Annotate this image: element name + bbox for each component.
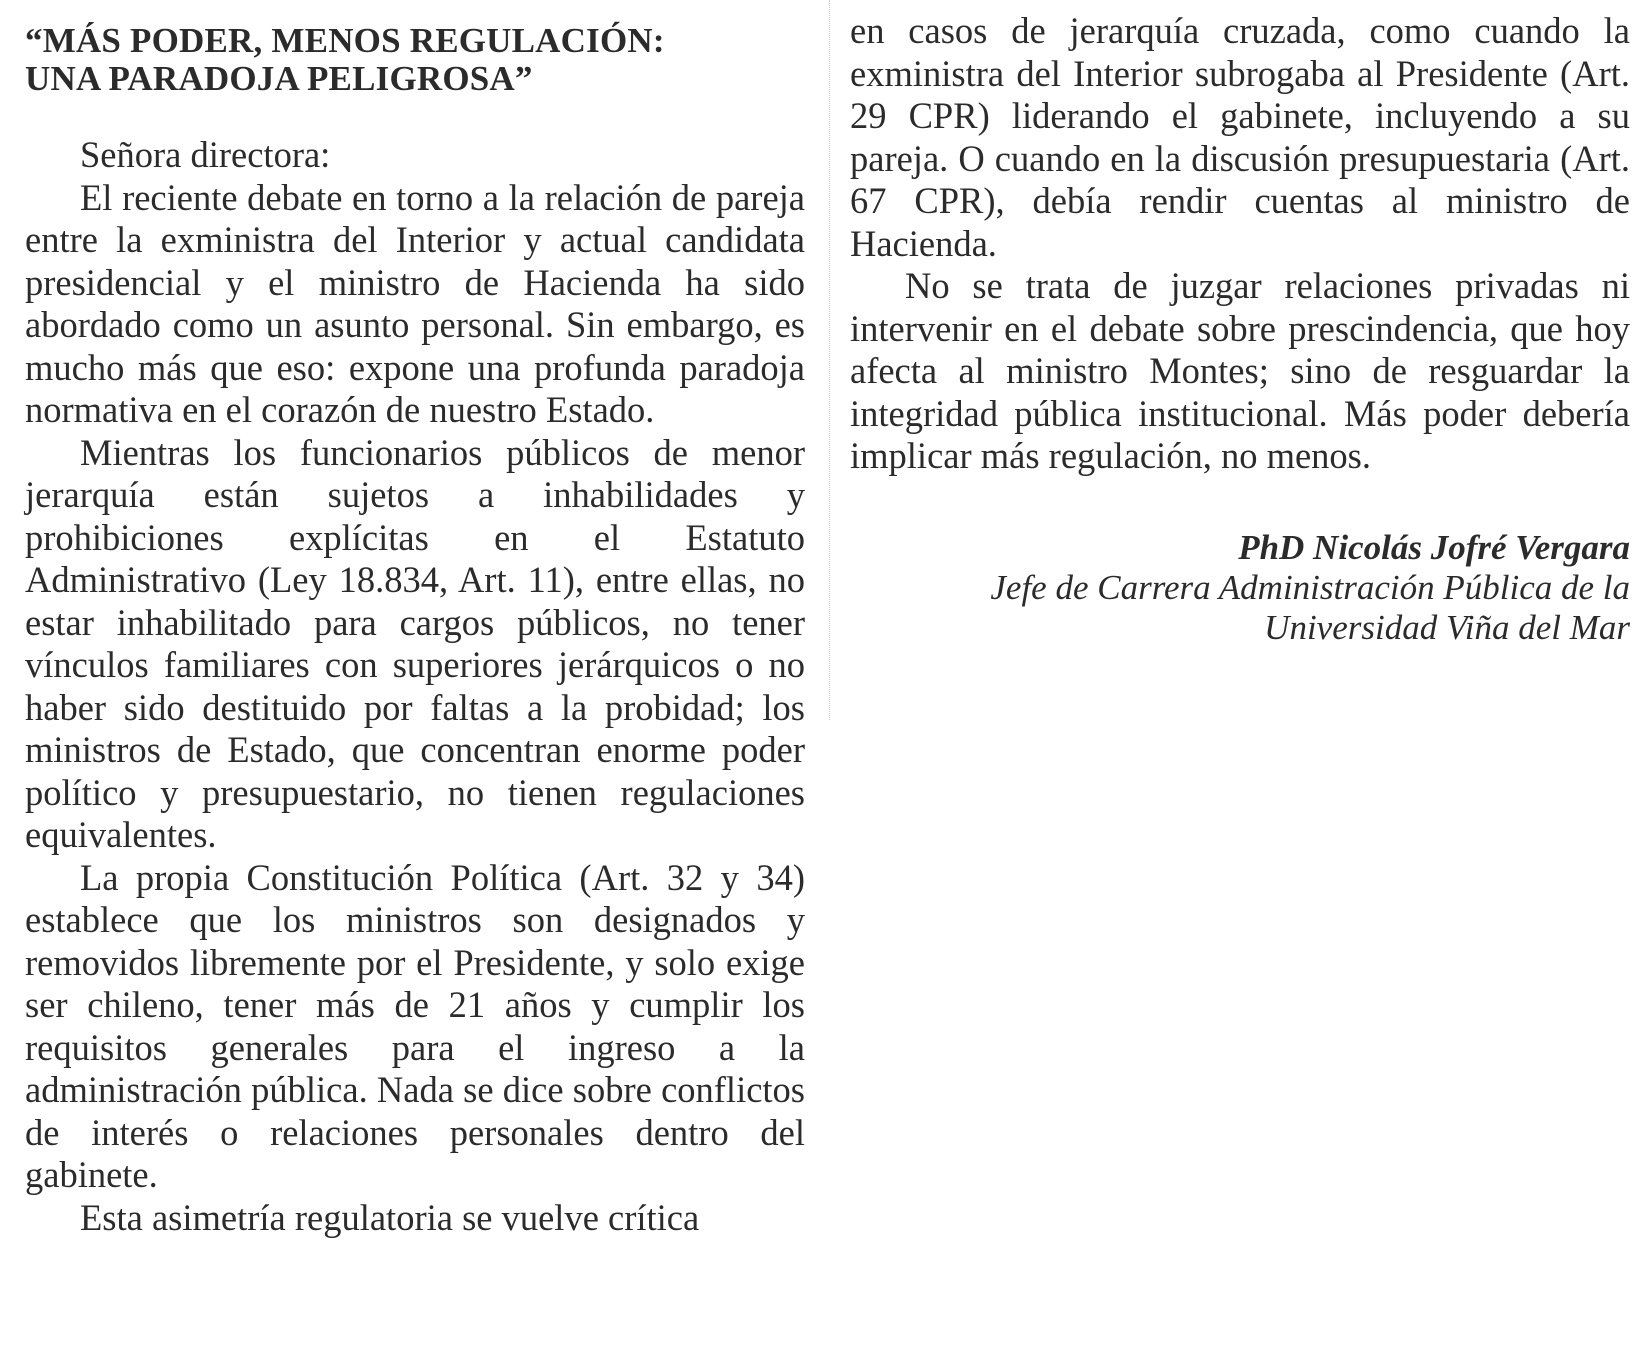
author-title-line-1: Jefe de Carrera Administración Pública de la: [990, 567, 1630, 607]
headline-line-2: UNA PARADOJA PELIGROSA”: [25, 59, 533, 98]
headline-line-1: “MÁS PODER, MENOS REGULACIÓN:: [25, 21, 665, 60]
paragraph-3: La propia Constitución Política (Art. 32 y 34) establece que los ministros son designados y removidos libremente por el Presidente, y solo exige ser chileno, tener más de 21 años y cumplir los requisitos generales para el ingreso a la administración pública. Nada se dice sobre conflictos de interés o relaciones personales dentro del gabinete.: [25, 856, 805, 1195]
paragraph-4-continued: en casos de jerarquía cruzada, como cuando la exministra del Interior subrogaba al Presidente (Art. 29 CPR) liderando el gabinete, incluyendo a su pareja. O cuando en la discusión presupuestaria (Art. 67 CPR), debía rendir cuentas al ministro de Hacienda.: [850, 10, 1630, 264]
signature-block: [850, 528, 1630, 648]
paragraph-2: Mientras los funcionarios públicos de menor jerarquía están sujetos a inhabilidades y prohibiciones explícitas en el Estatuto Administrativo (Ley 18.834, Art. 11), entre ellas, no estar inhabilitado para cargos públicos, no tener vínculos familiares con superiores jerárquicos o no haber sido destituido por faltas a la probidad; los ministros de Estado, que concentran enorme poder político y presupuestario, no tienen regulaciones equivalentes.: [25, 431, 805, 855]
right-column: [850, 10, 1630, 648]
paragraph-4-start: Esta asimetría regulatoria se vuelve crítica: [80, 1196, 700, 1238]
headline: [25, 22, 805, 98]
paragraph-1: El reciente debate en torno a la relación de pareja entre la exministra del Interior y actual candidata presidencial y el ministro de Hacienda ha sido abordado como un asunto personal. Sin embargo, es mucho más que eso: expone una profunda paradoja normativa en el corazón de nuestro Estado.: [25, 176, 805, 430]
author-title-line-2: Universidad Viña del Mar: [1264, 607, 1630, 647]
salutation: Señora directora:: [80, 134, 331, 175]
left-column: [25, 22, 805, 1239]
column-divider: [829, 0, 830, 720]
author-name: PhD Nicolás Jofré Vergara: [1238, 527, 1630, 567]
paragraph-5: No se trata de juzgar relaciones privadas ni intervenir en el debate sobre prescindencia, que hoy afecta al ministro Montes; sino de resguardar la integridad pública institucional. Más poder debería implicar más regulación, no menos.: [850, 265, 1630, 476]
